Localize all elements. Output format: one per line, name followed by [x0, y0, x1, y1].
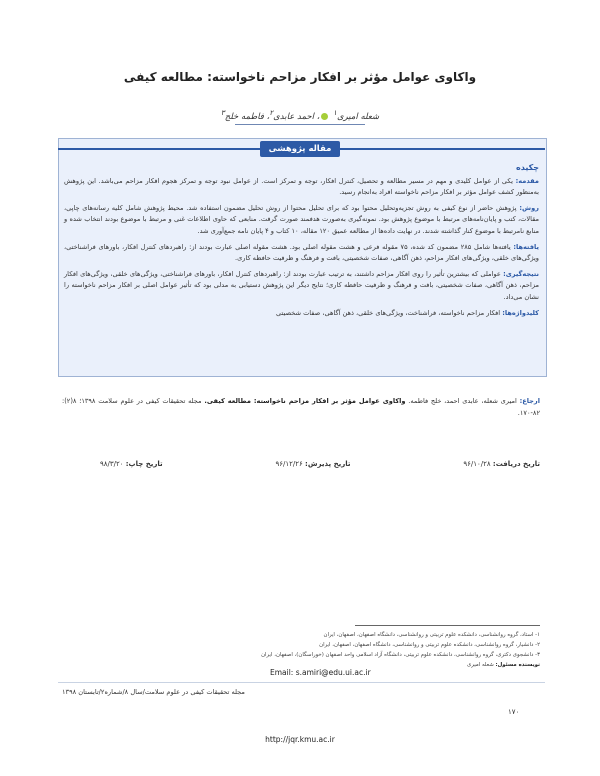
- author-affiliation-number: ۳: [220, 108, 225, 117]
- results-text: یافته‌ها شامل ۲۸۵ مضمون کد شده، ۷۵ مقوله فرعی و هشت مقوله اصلی بود. هشت مقوله اصلی عبارت بودند از: راهبردهای کنترل افکار، باورهای فراشناختی، ویژگی‌های خلقی، ویژگی‌های افکار مزاحم، ذهن آگاهی، صفات شخصیتی، بافت و فرهنگ و ظرفیت حافظه کاری.: [64, 242, 539, 263]
- author-list: [60, 108, 540, 122]
- footnote-divider: [355, 625, 540, 626]
- article-title: واکاوی عوامل مؤثر بر افکار مزاحم ناخواسته: مطالعه کیفی: [123, 70, 477, 84]
- method-text: پژوهش حاضر از نوع کیفی به روش تجزیه‌وتحلیل محتوا بود که برای تحلیل محتوا از روش تحلیل مضمون استفاده شد. محیط پژوهش شامل کلیه رسانه‌های چاپی، مقالات، کتب و پایان‌نامه‌های مرتبط با موضوع پژوهش بود. نمونه‌گیری به‌صورت هدفمند صورت گرفت. منابعی که حاوی اطلاعات غنی و مرتبط با موضوع بودند انتخاب شده و منابع نامرتبط با موضوع کنار گذاشته شدند. در نهایت داده‌ها از مطالعه عمیق ۱۲۰ مقاله، ۱۰ کتاب و ۴ پایان نامه جمع‌آوری شد.: [64, 203, 539, 235]
- received-label: تاریخ دریافت:: [492, 460, 540, 468]
- results-label: یافته‌ها:: [513, 242, 539, 251]
- corresponding-email[interactable]: Email: s.amiri@edu.ui.ac.ir: [270, 668, 371, 677]
- abstract-intro: [64, 176, 539, 199]
- author-divider: [235, 124, 365, 125]
- orcid-icon[interactable]: [321, 113, 328, 120]
- footnote-2: ۲- دانشیار، گروه روانشناسی، دانشکده علوم تربیتی و روانشناسی، دانشگاه اصفهان، اصفهان، ایران: [319, 642, 540, 648]
- citation-authors: امیری شعله، عابدی احمد، خلج فاطمه.: [408, 397, 517, 405]
- published-label: تاریخ چاپ:: [125, 460, 163, 468]
- author-affiliation-number: ۱: [333, 108, 337, 117]
- corresponding-label: نویسنده مسئول:: [495, 662, 540, 668]
- intro-label: مقدمه:: [515, 176, 539, 185]
- abstract-content: [64, 162, 539, 323]
- received-date: [463, 460, 540, 468]
- journal-url[interactable]: http://jqr.kmu.ac.ir: [265, 735, 335, 744]
- footnote-3: ۳- دانشجوی دکتری، گروه روانشناسی، دانشکده علوم تربیتی، دانشگاه آزاد اسلامی واحد اصفهان (خوراسگان)، اصفهان، ایران: [261, 652, 540, 658]
- journal-info: مجله تحقیقات کیفی در علوم سلامت/سال ۸/شماره۲/تابستان ۱۳۹۸: [62, 688, 245, 696]
- author-separator: ،: [266, 111, 270, 122]
- abstract-heading: چکیده: [515, 163, 539, 172]
- conclusion-label: نتیجه‌گیری:: [503, 269, 539, 278]
- citation-title: واکاوی عوامل مؤثر بر افکار مزاحم ناخواسته: مطالعه کیفی.: [204, 397, 406, 405]
- abstract-results: [64, 242, 539, 265]
- page-number: ۱۷۰: [508, 708, 520, 716]
- footer-divider: [58, 682, 545, 713]
- article-type-badge: مقاله پژوهشی: [260, 141, 340, 157]
- method-label: روش:: [519, 203, 539, 212]
- published-date: [100, 460, 163, 468]
- footnotes: [62, 630, 540, 670]
- author-name: احمد عابدی: [273, 111, 314, 122]
- abstract-keywords: [64, 308, 539, 320]
- citation-source: مجله تحقیقات کیفی در علوم سلامت ۱۳۹۸؛ ۸(۲): ۸۲-۱۷۰.: [62, 397, 540, 417]
- author-name: فاطمه خلج: [224, 111, 264, 122]
- published-value: ۹۸/۳/۲۰: [100, 460, 124, 468]
- author-name: شعله امیری: [336, 111, 380, 122]
- citation-block: [62, 396, 540, 419]
- keywords-text: افکار مزاحم ناخواسته، فراشناخت، ویژگی‌های خلقی، ذهن آگاهی، صفات شخصیتی: [276, 308, 501, 317]
- abstract-method: [64, 203, 539, 238]
- corresponding-name: شعله امیری: [467, 662, 494, 668]
- citation-label: ارجاع:: [519, 397, 540, 405]
- received-value: ۹۶/۱۰/۲۸: [463, 460, 491, 468]
- abstract-conclusion: [64, 269, 539, 304]
- footnote-1: ۱- استاد، گروه روانشناسی، دانشکده علوم تربیتی و روانشناسی، دانشگاه اصفهان، اصفهان، ایران: [323, 632, 540, 638]
- author-separator: ،: [316, 111, 320, 122]
- article-dates: [100, 460, 540, 468]
- intro-text: یکی از عوامل کلیدی و مهم در مسیر مطالعه و تحصیل، کنترل افکار، توجه و تمرکز است. از عوامل نبود توجه و تمرکز هجوم افکار مزاحم می‌باشد. این پژوهش به‌منظور کشف عوامل مؤثر بر افکار مزاحم ناخواسته افراد به‌انجام رسید.: [64, 176, 539, 197]
- conclusion-text: عواملی که بیشترین تأثیر را روی افکار مزاحم داشتند، به ترتیب عبارت بودند از: راهبردهای کنترل افکار، باورهای فراشناختی، ویژگی‌های خلقی، ویژگی‌های افکار مزاحم، ذهن آگاهی، صفات شخصیتی، بافت و فرهنگ و ظرفیت حافظه کاری؛ نتایج دیگر این پژوهش دستیابی به مدلی بود که تأثیر عوامل اصلی بر افکار مزاحم ناخواسته را نشان می‌داد.: [64, 269, 539, 301]
- keywords-label: کلیدواژه‌ها:: [502, 308, 539, 317]
- accepted-value: ۹۶/۱۲/۲۶: [275, 460, 303, 468]
- accepted-label: تاریخ پذیرش:: [305, 460, 351, 468]
- accepted-date: [276, 460, 351, 468]
- author-affiliation-number: ۲: [269, 108, 274, 117]
